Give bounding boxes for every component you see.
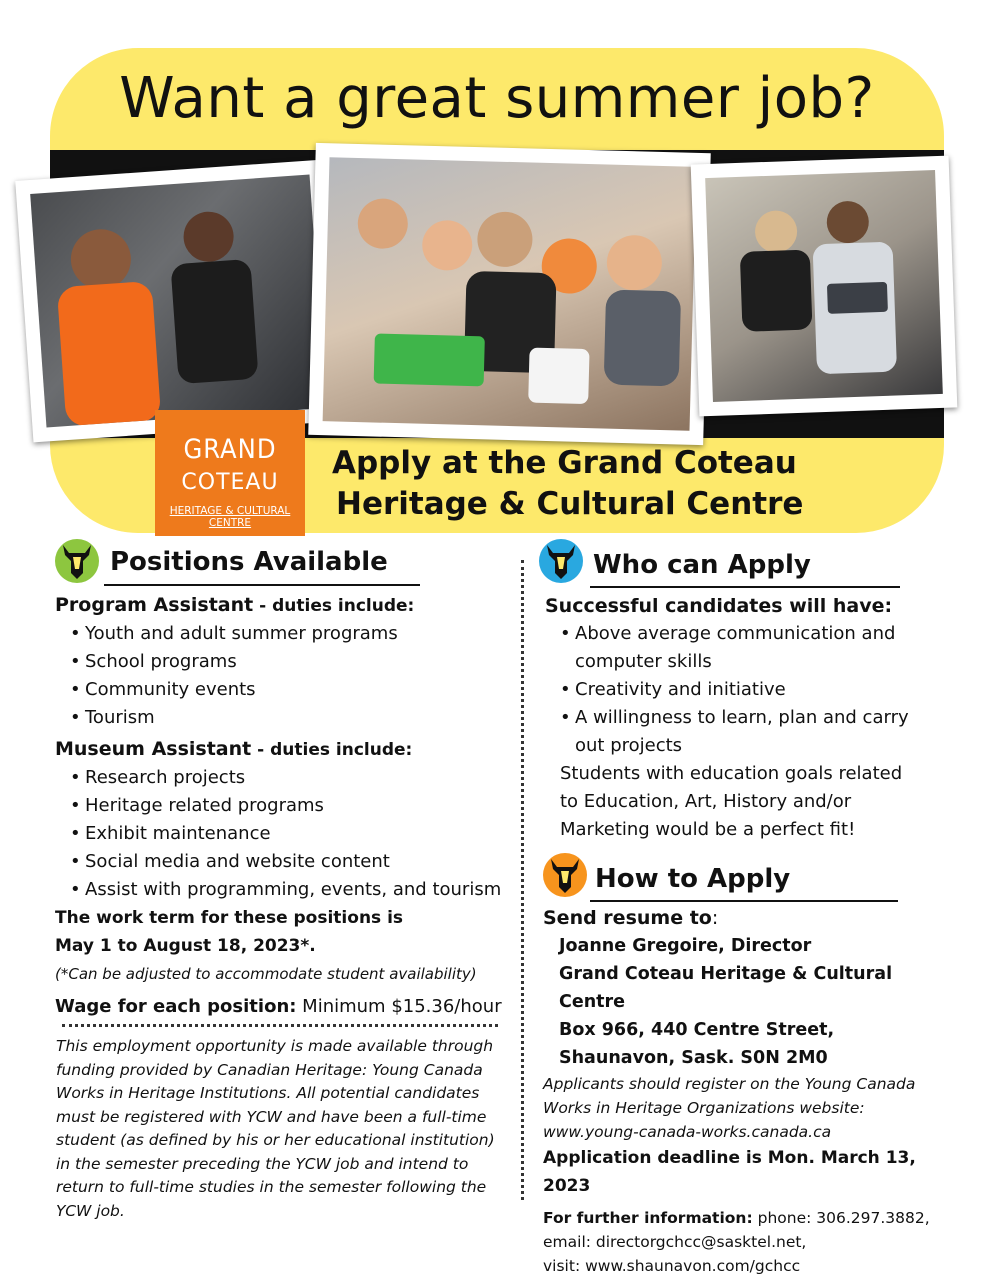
- further-info-label: For further information:: [543, 1209, 753, 1227]
- how-title-rule: [590, 900, 898, 902]
- how-section: [543, 904, 963, 1278]
- photo-office-laptop: [691, 156, 958, 417]
- headline: Want a great summer job?: [119, 66, 875, 131]
- list-item: • Above average communication and computer skills: [545, 620, 915, 676]
- work-term-line2: May 1 to August 18, 2023*.: [55, 936, 316, 956]
- send-resume-label: Send resume to: [543, 907, 712, 929]
- list-item: • School programs: [55, 648, 515, 676]
- list-item: • Youth and adult summer programs: [55, 620, 515, 648]
- positions-title-rule: [104, 584, 420, 586]
- list-item: • Social media and website content: [55, 848, 515, 876]
- register-note: Applicants should register on the Young Canada Works in Heritage Organizations website: www.young-canada-works.canada.ca: [543, 1075, 916, 1141]
- grand-coteau-logo: [155, 410, 305, 536]
- apply-heading-line1: Apply at the Grand Coteau: [332, 445, 797, 481]
- bison-icon: [539, 539, 583, 583]
- wage-value: Minimum $15.36/hour: [296, 996, 502, 1017]
- program-duties-list: [55, 620, 515, 732]
- apply-heading-line2: Heritage & Cultural Centre: [336, 486, 804, 522]
- who-list: [545, 620, 945, 760]
- museum-assistant-title: Museum Assistant: [55, 738, 252, 760]
- list-item: • A willingness to learn, plan and carry out projects: [545, 704, 915, 760]
- address-line: Grand Coteau Heritage & Cultural Centre: [559, 964, 893, 1012]
- program-assistant-suffix: - duties include:: [253, 596, 415, 616]
- logo-text-centre: HERITAGE & CULTURAL CENTRE: [169, 505, 291, 529]
- bison-icon: [55, 539, 99, 583]
- list-item: • Exhibit maintenance: [55, 820, 515, 848]
- photo-face-painted-kids: [308, 143, 711, 445]
- work-term-line1: The work term for these positions is: [55, 908, 404, 928]
- who-title-rule: [590, 586, 900, 588]
- logo-text-grand: GRAND: [183, 434, 277, 465]
- further-info: [543, 1206, 963, 1278]
- who-section: [545, 592, 945, 844]
- address-line: Box 966, 440 Centre Street,: [559, 1020, 835, 1040]
- students-note: Students with education goals related to Education, Art, History and/or Marketing would be a perfect fit!: [560, 763, 903, 840]
- apply-heading: [332, 443, 852, 525]
- funding-note: This employment opportunity is made available through funding provided by Canadian Heritage: Young Canada Works in Heritage Institutions. All potential candidates must be registered with YCW and have been a full-time student (as defined by his or her educational institution) in the semester preceding the YCW job and intend to return to full-time studies in the semester following the YCW job.: [56, 1037, 495, 1220]
- address-line: Joanne Gregoire, Director: [559, 936, 812, 956]
- photo-vehicle-volunteer: [15, 160, 341, 443]
- column-divider: [521, 560, 524, 1200]
- list-item: • Community events: [55, 676, 515, 704]
- info-website: visit: www.shaunavon.com/gchcc: [543, 1257, 801, 1275]
- list-item: • Tourism: [55, 704, 515, 732]
- application-deadline: Application deadline is Mon. March 13, 2023: [543, 1148, 916, 1196]
- mailing-address: [543, 932, 963, 1072]
- wage-label: Wage for each position:: [55, 996, 297, 1017]
- program-assistant-title: Program Assistant: [55, 594, 254, 616]
- list-item: • Creativity and initiative: [545, 676, 945, 704]
- logo-text-coteau: COTEAU: [181, 470, 279, 495]
- list-item: • Heritage related programs: [55, 792, 515, 820]
- positions-title: Positions Available: [110, 547, 388, 577]
- funding-divider: [62, 1024, 498, 1027]
- send-resume-colon: :: [711, 907, 719, 929]
- museum-duties-list: [55, 764, 515, 904]
- work-term-note: (*Can be adjusted to accommodate student availability): [55, 965, 477, 983]
- send-resume-line: [543, 904, 963, 932]
- list-item: • Research projects: [55, 764, 515, 792]
- museum-assistant-suffix: - duties include:: [251, 740, 413, 760]
- bison-icon: [543, 853, 587, 897]
- who-title: Who can Apply: [593, 550, 811, 580]
- info-email: email: directorgchcc@sasktel.net,: [543, 1233, 807, 1251]
- list-item: • Assist with programming, events, and tourism: [55, 876, 515, 904]
- positions-section: [55, 591, 515, 1021]
- wage-line: [55, 993, 515, 1021]
- museum-assistant-heading: [55, 735, 515, 764]
- who-subhead: Successful candidates will have:: [545, 595, 893, 617]
- how-title: How to Apply: [595, 864, 791, 894]
- info-phone: phone: 306.297.3882,: [752, 1209, 930, 1227]
- further-info-phone-line: [543, 1206, 963, 1230]
- address-line: Shaunavon, Sask. S0N 2M0: [559, 1048, 828, 1068]
- program-assistant-heading: [55, 591, 515, 620]
